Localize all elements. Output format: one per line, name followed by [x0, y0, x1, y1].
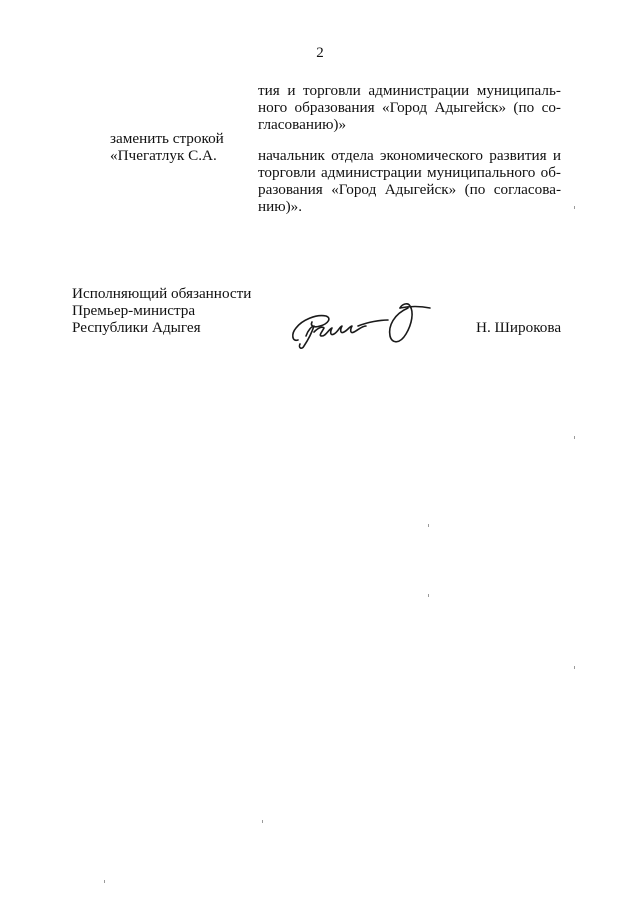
left-column-line: «Пчегатлук С.А.	[110, 147, 217, 164]
left-column-line: заменить строкой	[110, 130, 224, 147]
scan-speck	[262, 820, 263, 823]
scan-speck	[428, 524, 429, 527]
scan-speck	[574, 666, 575, 669]
signature-title-line: Премьер-министра	[72, 302, 196, 319]
scan-speck	[428, 594, 429, 597]
right-column-line: начальник отдела экономического развития и	[258, 147, 561, 164]
right-column-line: торговли администрации муниципального об-	[258, 164, 561, 181]
page-number: 2	[316, 45, 324, 61]
handwritten-signature	[288, 296, 436, 356]
right-column-line: тия и торговли администрации муниципаль-	[258, 82, 561, 99]
signature-title-line: Республики Адыгея	[72, 319, 201, 336]
signer-name: Н. Широкова	[476, 319, 562, 336]
right-column-line: гласованию)»	[258, 116, 347, 133]
scan-speck	[574, 436, 575, 439]
right-column-line: нию)».	[258, 198, 303, 215]
right-column-line: ного образования «Город Адыгейск» (по со-	[258, 99, 561, 116]
scan-speck	[104, 880, 105, 883]
right-column-line: разования «Город Адыгейск» (по согласова-	[258, 181, 561, 198]
signature-title-line: Исполняющий обязанности	[72, 285, 252, 302]
scan-speck	[574, 206, 575, 209]
